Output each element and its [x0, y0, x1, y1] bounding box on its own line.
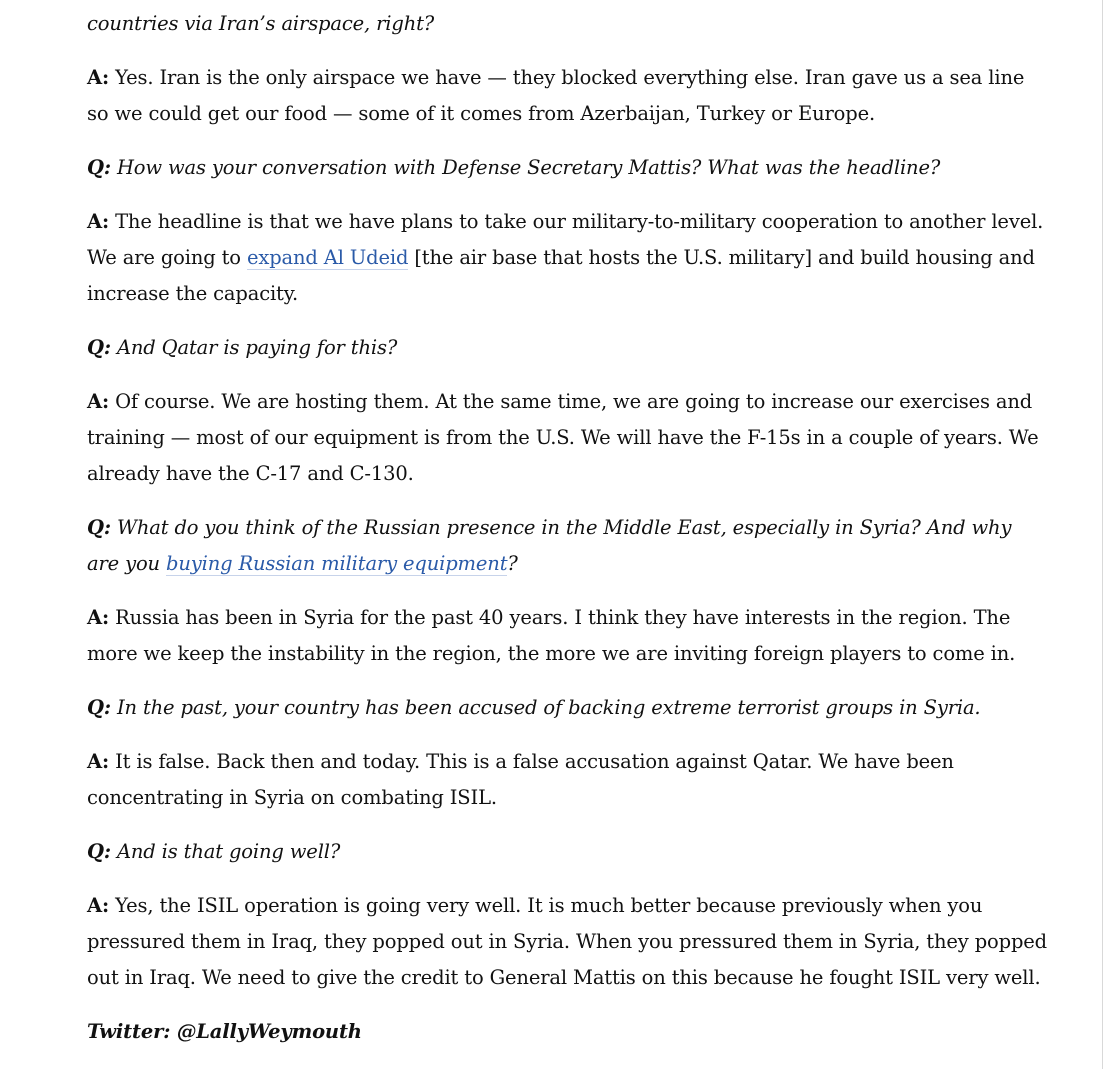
inline-link[interactable]: buying Russian military equipment: [166, 552, 508, 575]
question-continuation: [87, 6, 1047, 42]
question-text: And is that going well?: [110, 840, 341, 863]
answer-paragraph: [87, 600, 1047, 672]
qa-list: [87, 60, 1047, 996]
question-text: How was your conversation with Defense Secretary Mattis? What was the headline?: [110, 156, 941, 179]
question-label: Q:: [87, 156, 111, 179]
inline-link[interactable]: expand Al Udeid: [246, 246, 409, 269]
answer-paragraph: [87, 60, 1047, 132]
answer-text: Of course. We are hosting them. At the same time, we are going to increase our exercises and training — most of our equipment is from the U.S. We will have the F-15s in a couple of years. We already have the C-17 and C-130.: [87, 390, 1039, 485]
question-paragraph: [87, 330, 1047, 366]
answer-paragraph: [87, 384, 1047, 492]
answer-text: Yes, the ISIL operation is going very well. It is much better because previously when you pressured them in Iraq, they popped out in Syria. When you pressured them in Syria, they popped out in Iraq. We need to give the credit to General Mattis on this because he fought ISIL very well.: [87, 894, 1048, 989]
answer-paragraph: [87, 888, 1047, 996]
answer-text: Russia has been in Syria for the past 40 years. I think they have interests in the region. The more we keep the instability in the region, the more we are inviting foreign players to come in.: [87, 606, 1016, 665]
question-label: Q:: [87, 696, 111, 719]
question-label: Q:: [87, 840, 111, 863]
answer-text: The headline is that we have plans to take our military-to-military cooperation to another level. We are going to: [87, 210, 1044, 269]
answer-label: A:: [87, 750, 110, 773]
answer-text: Yes. Iran is the only airspace we have — they blocked everything else. Iran gave us a sea line so we could get our food — some of it comes from Azerbaijan, Turkey or Europe.: [87, 66, 1025, 125]
question-label: Q:: [87, 336, 111, 359]
answer-label: A:: [87, 66, 110, 89]
question-text: And Qatar is paying for this?: [110, 336, 398, 359]
answer-label: A:: [87, 390, 110, 413]
answer-label: A:: [87, 606, 110, 629]
question-paragraph: [87, 834, 1047, 870]
answer-text: It is false. Back then and today. This is a false accusation against Qatar. We have been concentrating in Syria on combating ISIL.: [87, 750, 954, 809]
question-paragraph: [87, 510, 1047, 582]
question-text: What do you think of the Russian presence in the Middle East, especially in Syria? And why are you: [87, 516, 1012, 575]
question-label: Q:: [87, 516, 111, 539]
question-text: ?: [507, 552, 518, 575]
question-paragraph: [87, 690, 1047, 726]
twitter-credit[interactable]: Twitter: @LallyWeymouth: [87, 1020, 362, 1043]
lead-text: countries via Iran’s airspace, right?: [87, 12, 435, 35]
question-text: In the past, your country has been accused of backing extreme terrorist groups in Syria.: [110, 696, 981, 719]
answer-paragraph: [87, 744, 1047, 816]
answer-label: A:: [87, 210, 110, 233]
answer-text: [the air base that hosts the U.S. military] and build housing and increase the capacity.: [87, 246, 1035, 305]
page-right-border: [1102, 0, 1103, 1069]
question-paragraph: [87, 150, 1047, 186]
answer-label: A:: [87, 894, 110, 917]
answer-paragraph: [87, 204, 1047, 312]
article-body: [87, 6, 1047, 1068]
